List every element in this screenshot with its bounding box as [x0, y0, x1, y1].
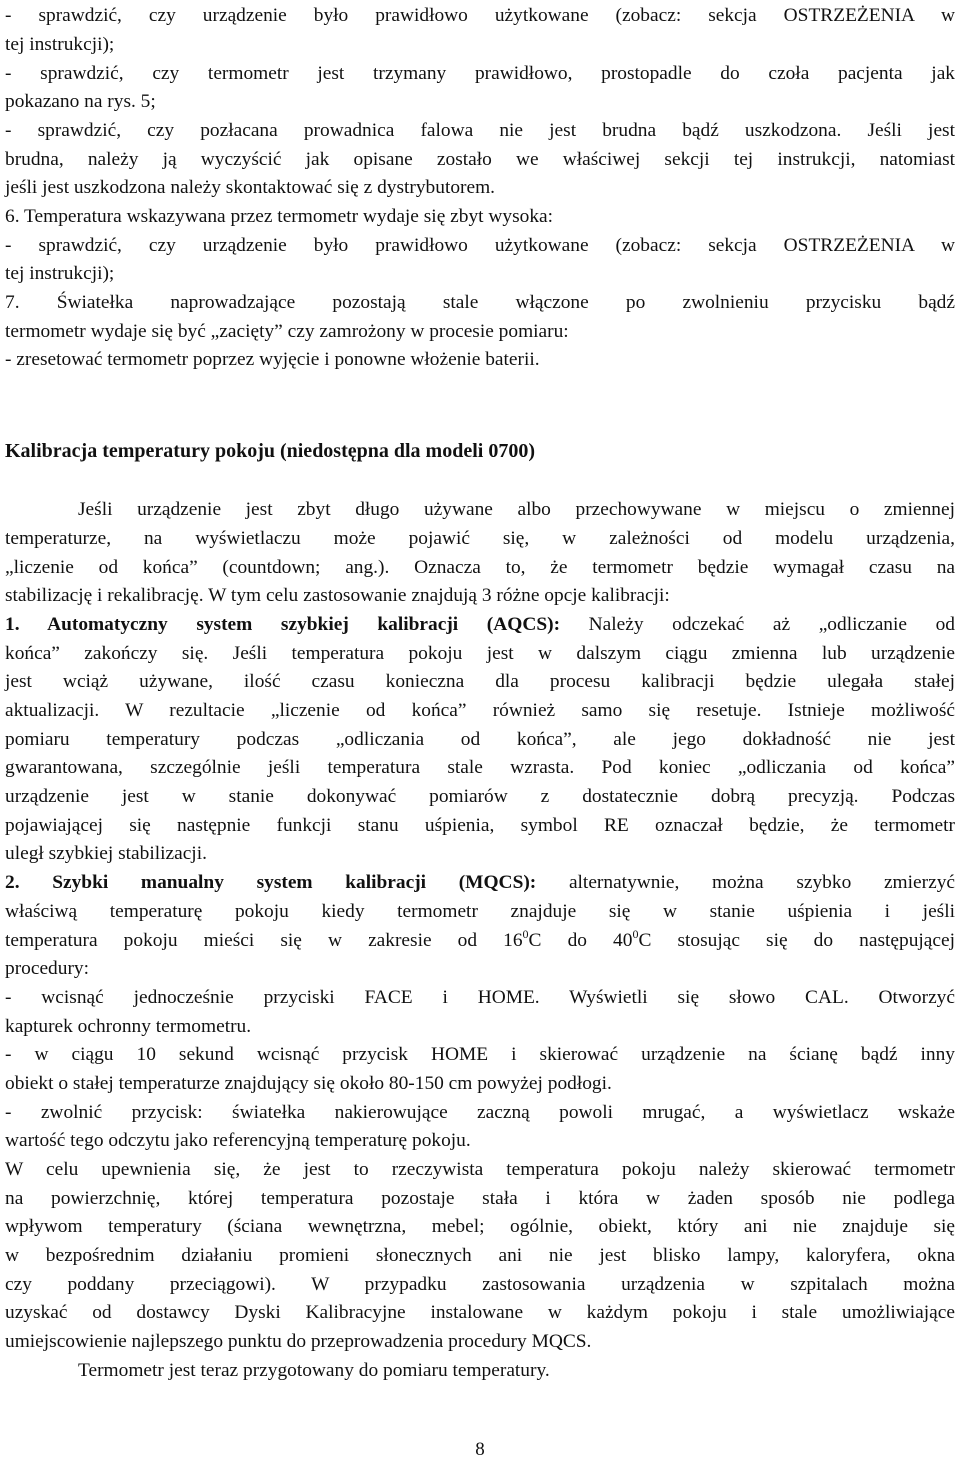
text-line: aktualizacji. W rezultacie „liczenie od końca” również samo się resetuje. Istnieje możliwość: [5, 700, 955, 721]
text-line: końca” zakończy się. Jeśli temperatura pokoju jest w dalszym ciągu zmienna lub urządzenie: [5, 643, 955, 664]
text-span: C stosując się do następującej: [638, 930, 955, 951]
text-line: - sprawdzić, czy termometr jest trzymany prawidłowo, prostopadle do czoła pacjenta jak: [5, 63, 955, 84]
text-line: - wcisnąć jednocześnie przyciski FACE i HOME. Wyświetli się słowo CAL. Otworzyć: [5, 987, 955, 1008]
text-line: wartość tego odczytu jako referencyjną temperaturę pokoju.: [5, 1130, 471, 1151]
text-line: termometr wydaje się być „zacięty” czy zamrożony w procesie pomiaru:: [5, 321, 569, 342]
text-line: - zwolnić przycisk: światełka nakierowujące zaczną powoli mrugać, a wyświetlacz wskaże: [5, 1102, 955, 1123]
text-line: w bezpośrednim działaniu promieni słonecznych ani nie jest blisko lampy, kaloryfera, okna: [5, 1245, 955, 1266]
text-line: Jeśli urządzenie jest zbyt długo używane albo przechowywane w miejscu o zmiennej: [78, 499, 955, 520]
text-line: - sprawdzić, czy urządzenie było prawidłowo użytkowane (zobacz: sekcja OSTRZEŻENIA w: [5, 235, 955, 256]
text-line: - zresetować termometr poprzez wyjęcie i ponowne włożenie baterii.: [5, 349, 540, 370]
section-heading: Kalibracja temperatury pokoju (niedostępna dla modeli 0700): [5, 440, 535, 462]
mqcs-label: 2. Szybki manualny system kalibracji (MQCS):: [5, 872, 537, 893]
temperature-range-line: [5, 928, 955, 954]
text-line: tej instrukcji);: [5, 34, 115, 55]
aqcs-line: [5, 612, 955, 638]
text-line: brudna, należy ją wyczyścić jak opisane zostało we właściwej sekcji tej instrukcji, natomiast: [5, 149, 955, 170]
text-line: obiekt o stałej temperaturze znajdujący się około 80-150 cm powyżej podłogi.: [5, 1073, 612, 1094]
text-line: uzyskać od dostawcy Dyski Kalibracyjne instalowane w każdym pokoju i stale umożliwiające: [5, 1302, 955, 1323]
text-span: temperatura pokoju mieści się w zakresie od 16: [5, 930, 523, 951]
text-line: pokazano na rys. 5;: [5, 91, 156, 112]
text-line: - sprawdzić, czy pozłacana prowadnica falowa nie jest brudna bądź uszkodzona. Jeśli jest: [5, 120, 955, 141]
text-line: W celu upewnienia się, że jest to rzeczywista temperatura pokoju należy skierować termometr: [5, 1159, 955, 1180]
degree-sup: 0: [632, 926, 639, 941]
text-line: wpływom temperatury (ściana wewnętrzna, mebel; ogólnie, obiekt, który ani nie znajduje się: [5, 1216, 955, 1237]
text-line: uległ szybkiej stabilizacji.: [5, 843, 207, 864]
text-line: czy poddany przeciągowi). W przypadku zastosowania urządzenia w szpitalach można: [5, 1274, 955, 1295]
text-span: C do 40: [528, 930, 633, 951]
page-number: 8: [475, 1439, 485, 1460]
text-line: 7. Światełka naprowadzające pozostają stale włączone po zwolnieniu przycisku bądź: [5, 292, 955, 313]
text-line: jest wciąż używane, ilość czasu konieczna dla procesu kalibracji będzie ulegała stałej: [5, 671, 955, 692]
text-line: pomiaru temperatury podczas „odliczania od końca”, ale jego dokładność nie jest: [5, 729, 955, 750]
text-line: umiejscowienie najlepszego punktu do przeprowadzenia procedury MQCS.: [5, 1331, 592, 1352]
text-line: procedury:: [5, 958, 89, 979]
text-line: właściwą temperaturę pokoju kiedy termometr znajduje się w stanie uśpienia i jeśli: [5, 901, 955, 922]
text-line: stabilizację i rekalibrację. W tym celu zastosowanie znajdują 3 różne opcje kalibracji:: [5, 585, 670, 606]
mqcs-text: alternatywnie, można szybko zmierzyć: [536, 872, 955, 893]
aqcs-text: Należy odczekać aż „odliczanie od: [560, 614, 955, 635]
text-line: temperaturze, na wyświetlaczu może pojawić się, w zależności od modelu urządzenia,: [5, 528, 955, 549]
text-line: na powierzchnię, której temperatura pozostaje stała i która w żaden sposób nie podlega: [5, 1188, 955, 1209]
mqcs-line: [5, 870, 955, 896]
text-line: „liczenie od końca” (countdown; ang.). Oznacza to, że termometr będzie wymagał czasu na: [5, 557, 955, 578]
text-line: urządzenie jest w stanie dokonywać pomiarów z dostatecznie dobrą precyzją. Podczas: [5, 786, 955, 807]
text-line: kapturek ochronny termometru.: [5, 1016, 252, 1037]
text-line: - w ciągu 10 sekund wcisnąć przycisk HOME i skierować urządzenie na ścianę bądź inny: [5, 1044, 955, 1065]
text-line: 6. Temperatura wskazywana przez termometr wydaje się zbyt wysoka:: [5, 206, 554, 227]
text-line: gwarantowana, szczególnie jeśli temperatura stale wzrasta. Pod koniec „odliczania od końca”: [5, 757, 955, 778]
text-line: tej instrukcji);: [5, 263, 115, 284]
aqcs-label: 1. Automatyczny system szybkiej kalibracji (AQCS):: [5, 614, 561, 635]
text-line: Termometr jest teraz przygotowany do pomiaru temperatury.: [78, 1360, 550, 1381]
degree-sup: 0: [522, 926, 529, 941]
text-line: - sprawdzić, czy urządzenie było prawidłowo użytkowane (zobacz: sekcja OSTRZEŻENIA w: [5, 5, 955, 26]
text-line: pojawiającej się następnie funkcji stanu uśpienia, symbol RE oznaczał będzie, że termometr: [5, 815, 955, 836]
text-line: jeśli jest uszkodzona należy skontaktować się z dystrybutorem.: [5, 177, 496, 198]
